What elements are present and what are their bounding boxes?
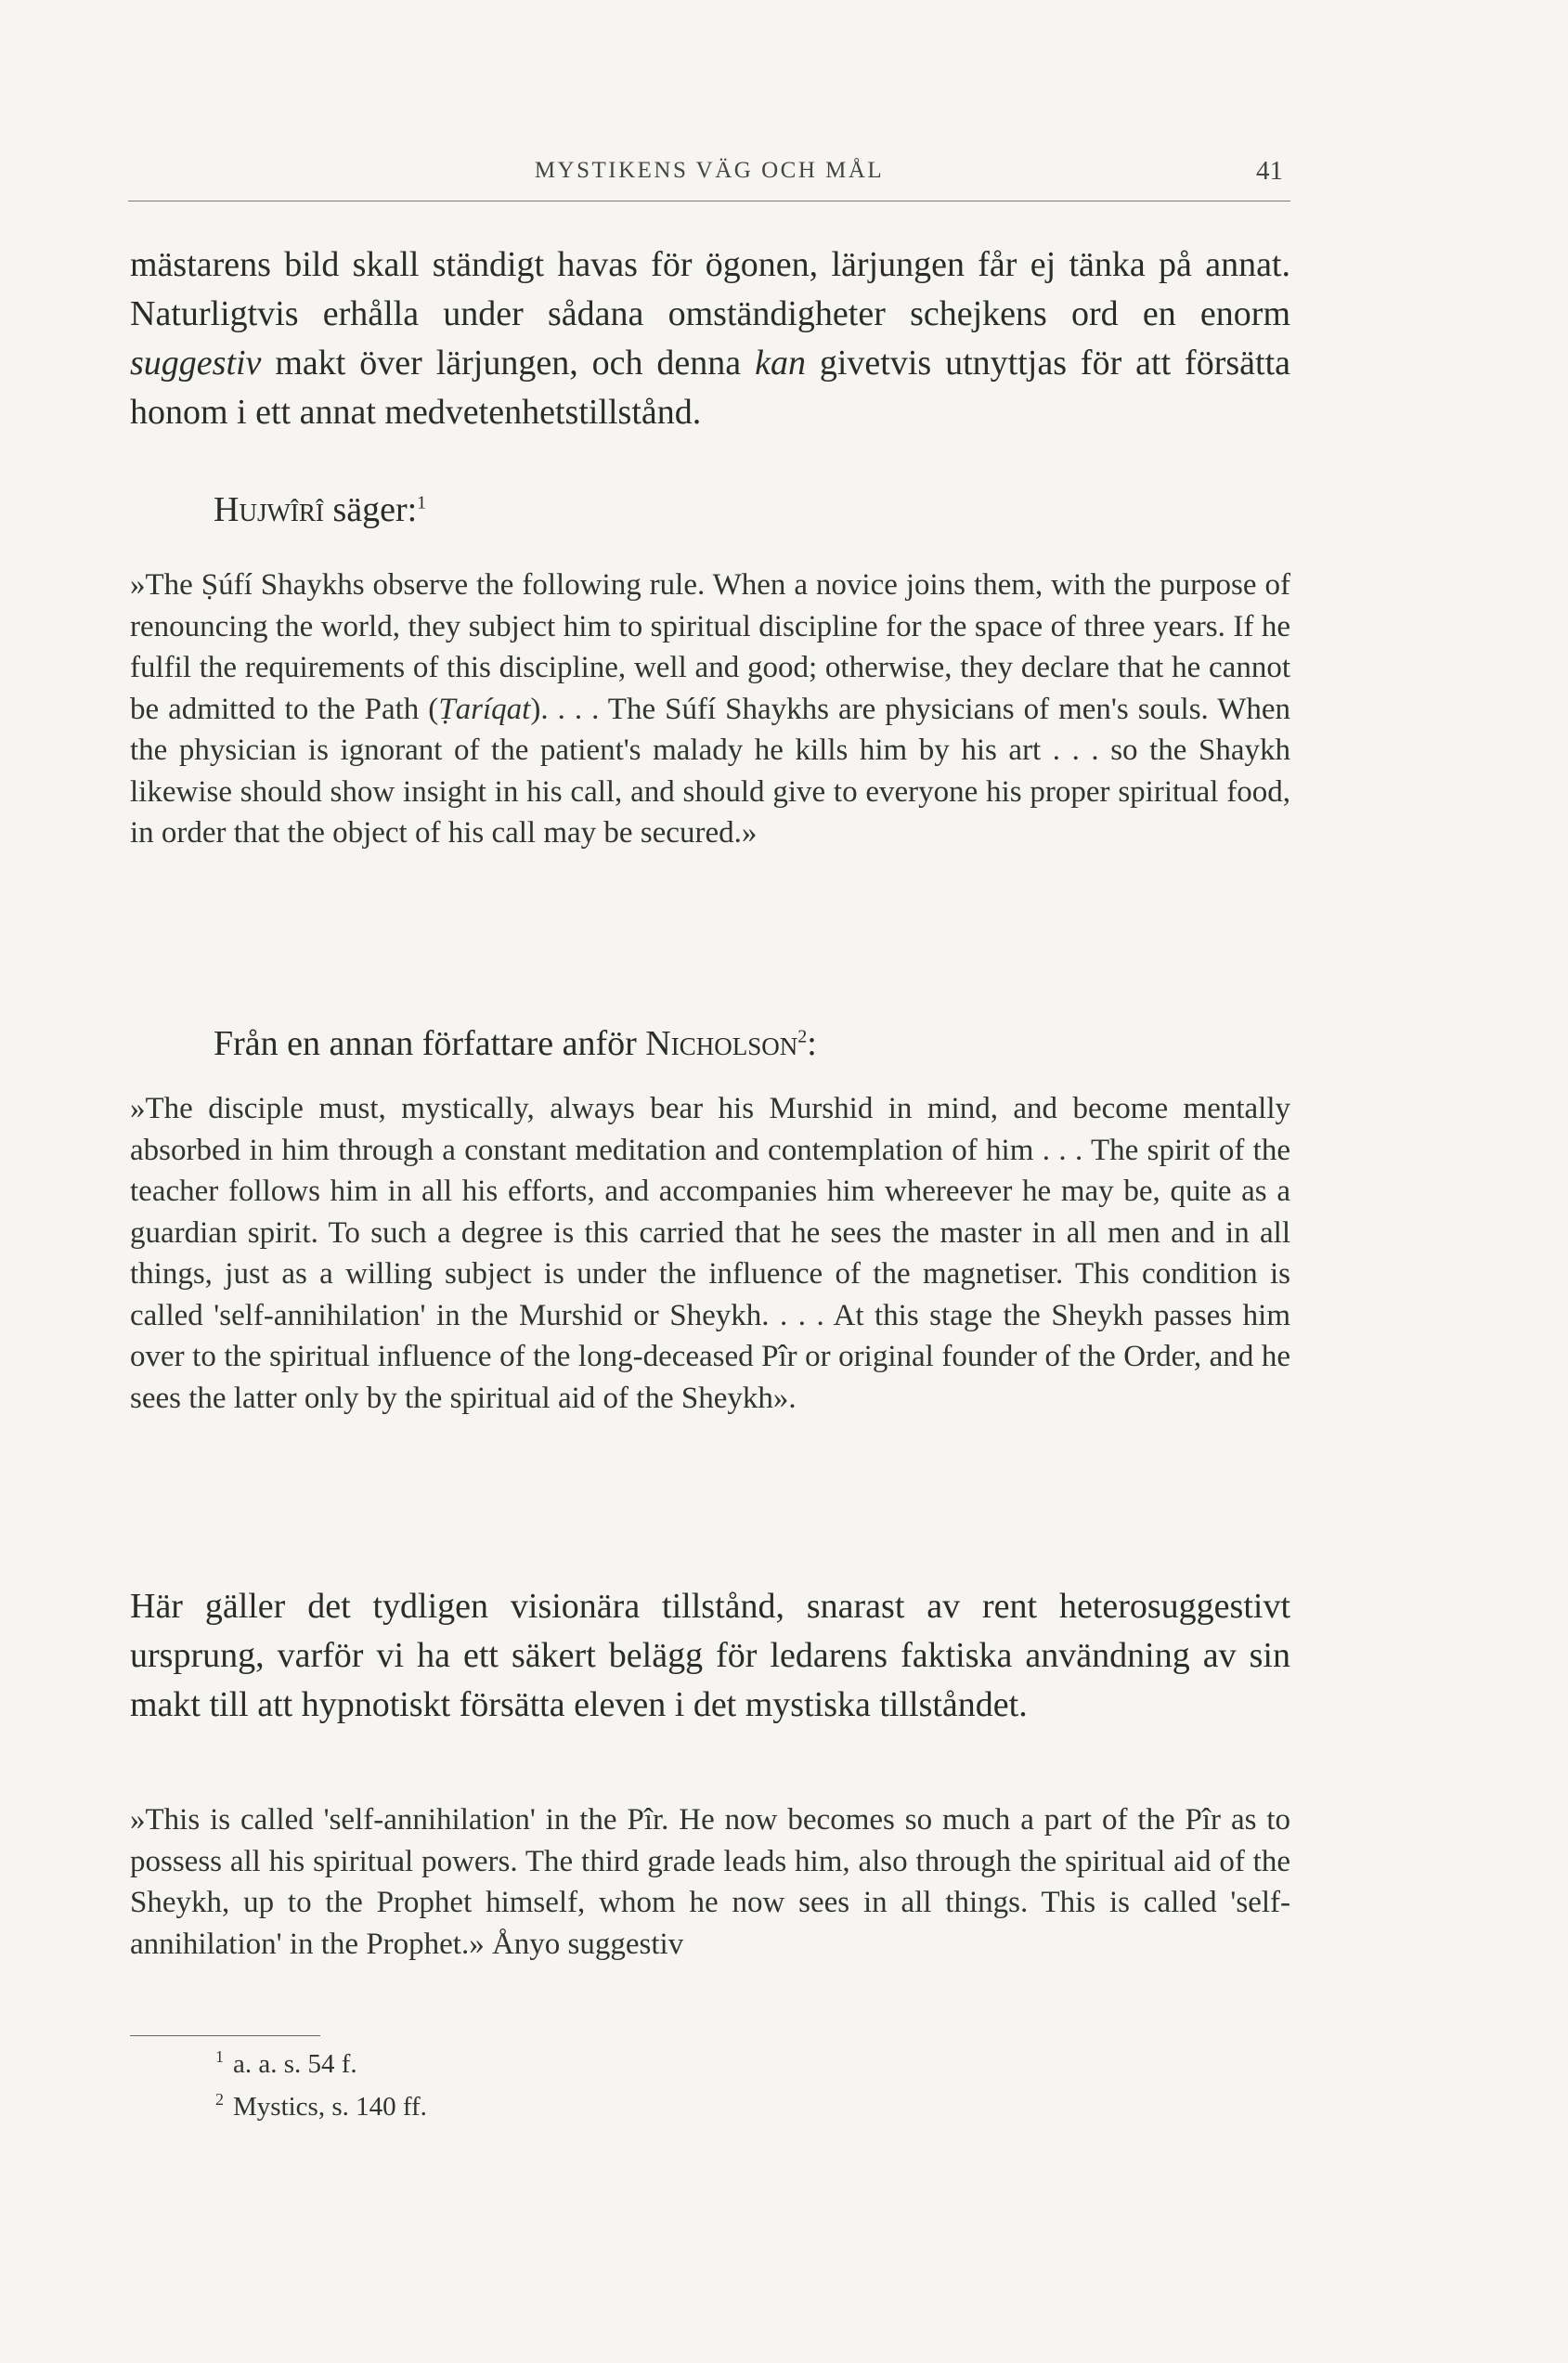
running-head bbox=[128, 154, 1290, 201]
footnote-2 bbox=[215, 2090, 427, 2123]
running-head-title: MYSTIKENS VÄG OCH MÅL bbox=[534, 158, 885, 183]
footnote-1-text: a. a. s. 54 f. bbox=[233, 2049, 357, 2079]
author-name-nicholson: Nicholson bbox=[645, 1024, 798, 1063]
quote-1-italic-tariqat: Ṭaríqat bbox=[438, 692, 531, 726]
nicholson-colon: : bbox=[807, 1024, 817, 1063]
quote-pir: »This is called 'self-annihilation' in the Pîr. He now becomes so much a part of the Pîr as to possess all his spiritual powers. The third grade leads him, also through the spiritual aid of the Sheykh, up to the Prophet himself, whom he now sees in all things. This is called 'self-annihilation' in the Prophet.» Ånyo suggestiv bbox=[130, 1803, 1290, 1961]
paragraph-1 bbox=[130, 240, 1290, 437]
paragraph-1-text-b: makt över lärjungen, och denna bbox=[261, 344, 756, 383]
footnote-1 bbox=[215, 2047, 357, 2081]
author-name-hujwiri: Hujwîrî bbox=[214, 490, 324, 529]
footnote-ref-2: 2 bbox=[797, 1026, 808, 1047]
nicholson-intro bbox=[214, 1019, 1374, 1069]
paragraph-1-text-a: mästarens bild skall ständigt havas för ögonen, lärjungen får ej tänka på annat. Naturligtvis erhålla under sådana omständigheter schejkens ord en enorm bbox=[130, 245, 1290, 333]
footnote-2-text: Mystics, s. 140 ff. bbox=[233, 2092, 427, 2122]
paragraph-2: Här gäller det tydligen visionära tillstånd, snarast av rent heterosuggestivt ursprung, varför vi ha ett säkert belägg för ledarens faktiska användning av sin makt till att hypnotiskt försätta eleven i det mystiska tillståndet. bbox=[130, 1587, 1290, 1724]
quote-hujwiri bbox=[130, 565, 1290, 854]
hujwiri-intro bbox=[214, 486, 1374, 535]
footnote-ref-1: 1 bbox=[417, 492, 427, 513]
nicholson-intro-text: Från en annan författare anför bbox=[214, 1024, 646, 1063]
quote-1-text-b: ). . . . The Súfí Shaykhs are physicians of men's souls. When the physician is ignorant of the patient's malady he kills him by his art . . . so the Shaykh likewise should show insight in his call, and should give to everyone his proper spiritual food, in order that the object of his call may be secured.» bbox=[130, 692, 1291, 850]
footnote-divider bbox=[130, 2035, 320, 2036]
quote-1-text-a: »The Ṣúfí Shaykhs observe the following rule. When a novice joins them, with the purpose of renouncing the world, they subject him to spiritual discipline for the space of three years. If he fulfil the requirements of this discipline, well and good; otherwise, they declare that he cannot be admitted to the Path ( bbox=[130, 568, 1290, 726]
page-number: 41 bbox=[1256, 156, 1283, 186]
paragraph-1-text-c: givetvis utnyttjas för att försätta honom i ett annat medvetenhetstillstånd. bbox=[130, 344, 1291, 432]
hujwiri-verb: säger: bbox=[323, 490, 418, 529]
paragraph-1-italic-kan: kan bbox=[755, 344, 806, 383]
paragraph-1-italic-suggestiv: suggestiv bbox=[130, 344, 262, 383]
quote-nicholson: »The disciple must, mystically, always bear his Murshid in mind, and become mentally absorbed in him through a constant meditation and contemplation of him . . . The spirit of the teacher follows him in all his efforts, and accompanies him whereever he may be, quite as a guardian spirit. To such a degree is this carried that he sees the master in all men and in all things, just as a willing subject is under the influence of the magnetiser. This condition is called 'self-annihilation' in the Murshid or Sheykh. . . . At this stage the Sheykh passes him over to the spiritual influence of the long-deceased Pîr or original founder of the Order, and he sees the latter only by the spiritual aid of the Sheykh». bbox=[130, 1092, 1290, 1415]
footnote-1-mark: 1 bbox=[215, 2047, 224, 2067]
footnote-2-mark: 2 bbox=[215, 2090, 224, 2110]
